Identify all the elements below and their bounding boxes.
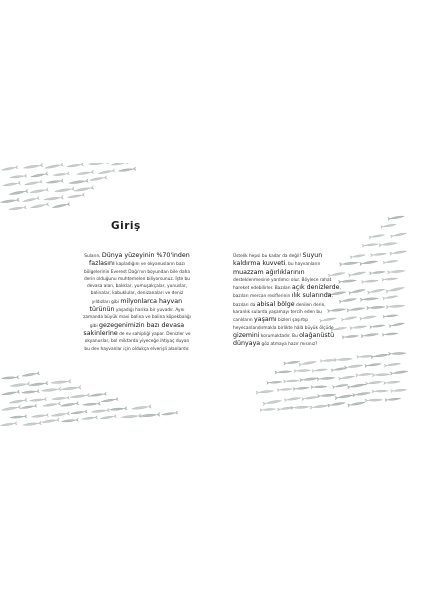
fish-icon (89, 176, 107, 182)
fish-icon (70, 393, 90, 399)
fish-icon (383, 380, 400, 385)
book-spread (0, 163, 424, 433)
fish-icon (347, 401, 365, 407)
fish-icon (365, 362, 382, 367)
fish-icon (369, 270, 385, 275)
fish-icon (101, 397, 118, 403)
fish-icon (98, 169, 115, 175)
fish-icon (83, 402, 101, 407)
fish-icon (386, 304, 405, 309)
fish-icon (51, 412, 70, 418)
fish-icon (52, 202, 70, 209)
fish-icon (371, 353, 389, 359)
fish-icon (317, 376, 335, 381)
fish-icon (52, 396, 70, 401)
fish-icon (121, 414, 141, 419)
fish-icon (30, 188, 49, 194)
fish-icon (359, 260, 377, 266)
fish-icon (390, 369, 408, 375)
fish-icon (367, 288, 385, 295)
fish-icon (350, 253, 366, 258)
emphasized-text: açık denizlerde (291, 284, 340, 292)
fish-icon (338, 375, 354, 381)
fish-icon (1, 375, 19, 380)
fish-icon (161, 411, 177, 416)
fish-icon (339, 261, 358, 266)
fish-icon (260, 408, 276, 412)
fish-icon (283, 379, 299, 383)
body-text: yaşadığı harika bir yuvadır. Aynı zamanda büyük mavi balina ve balina köpekbalığı gibi (83, 308, 191, 329)
fish-icon (387, 269, 405, 274)
fish-icon (300, 377, 319, 382)
fish-icon (310, 404, 329, 410)
right-paragraph (233, 252, 341, 349)
fish-icon (69, 179, 89, 185)
fish-icon (29, 398, 46, 403)
fish-icon (360, 297, 378, 302)
fish-icon (342, 334, 359, 339)
fish-icon (118, 167, 136, 173)
fish-icon (365, 380, 382, 385)
fish-icon (361, 332, 379, 338)
fish-icon (317, 393, 336, 398)
fish-icon (391, 388, 407, 392)
fish-icon (10, 174, 27, 179)
fish-icon (22, 196, 39, 203)
fish-icon (284, 360, 300, 365)
fish-icon (29, 381, 48, 387)
fish-icon (388, 215, 405, 221)
fish-icon (370, 324, 386, 329)
fish-icon (81, 416, 97, 421)
fish-icon (379, 241, 398, 247)
emphasized-text: Dünya yüzeyinin %70'inden fazlasını (89, 252, 190, 268)
fish-icon (74, 186, 94, 193)
fish-icon (328, 401, 346, 407)
fish-icon (41, 387, 61, 393)
body-text: bizleri şaşırtıp heyecanlandırmakla birlikte hâlâ büyük ölçüde (233, 318, 334, 331)
fish-icon (362, 279, 379, 284)
fish-icon (382, 277, 398, 281)
fish-icon (311, 385, 327, 389)
fish-icon (20, 404, 36, 410)
fish-icon (1, 405, 21, 412)
fish-icon (339, 297, 357, 303)
fish-icon (365, 398, 383, 402)
fish-icon (369, 233, 385, 238)
left-paragraph (83, 252, 191, 353)
fish-icon (100, 414, 117, 420)
fish-icon (360, 315, 377, 321)
fish-icon (390, 250, 407, 256)
fish-icon (293, 386, 309, 391)
fish-icon (53, 172, 70, 177)
emphasized-text: yaşamı (253, 316, 277, 324)
fish-icon (30, 172, 48, 179)
fish-icon (46, 179, 63, 184)
fish-icon (22, 389, 40, 394)
fish-icon (140, 413, 160, 419)
body-text: , bu hayvanların (285, 262, 321, 268)
fish-icon (41, 418, 59, 424)
fish-icon (356, 372, 373, 377)
fish-icon (385, 397, 401, 402)
fish-icon (66, 163, 83, 168)
fish-icon (312, 368, 328, 373)
fish-icon (44, 163, 63, 170)
fish-icon (348, 270, 366, 277)
fish-icon (275, 370, 292, 374)
fish-icon (1, 166, 18, 172)
body-text: denilen derin, karanlık sularda yaşamayı tercih eden bu canlıların (233, 302, 326, 324)
fish-icon (55, 187, 75, 194)
body-text: korumaktadır. Bu (259, 333, 300, 339)
fish-icon (1, 422, 17, 427)
fish-icon (302, 395, 319, 401)
fish-icon (383, 295, 399, 300)
fish-icon (23, 163, 43, 170)
fish-icon (9, 398, 27, 404)
emphasized-text: gizemini (233, 331, 260, 339)
fish-icon (23, 421, 42, 427)
fish-icon (384, 362, 401, 367)
fish-icon (256, 389, 274, 394)
emphasized-text: olağanüstü dünyaya (233, 331, 335, 348)
fish-icon (370, 252, 386, 257)
fish-school-illustration (0, 163, 424, 433)
fish-icon (109, 407, 127, 412)
fish-icon (42, 402, 60, 408)
fish-icon (0, 198, 19, 204)
fish-icon (299, 360, 317, 366)
fish-icon (111, 163, 128, 166)
fish-icon (388, 352, 406, 356)
body-text: de ev sahipliği yapar. Denizler ve okyanuslar, bol miktarda yiyeceğe ihtiyaç duyan bu dev hayvanlar için oldukça elverişli alanlardır. (84, 331, 191, 352)
fish-icon (383, 259, 398, 264)
fish-icon (44, 195, 64, 201)
fish-icon (383, 314, 398, 318)
fish-icon (350, 325, 367, 330)
fish-icon (24, 180, 42, 187)
fish-icon (31, 413, 48, 418)
body-text: göz atmaya hazır mısınız? (260, 342, 318, 348)
right-column-text (233, 252, 341, 349)
fish-icon (61, 385, 81, 391)
fish-icon (332, 383, 348, 389)
fish-icon (389, 322, 405, 328)
emphasized-text: ılık sularında (291, 292, 332, 300)
fish-icon (3, 181, 21, 187)
fish-icon (390, 232, 407, 238)
fish-icon (10, 415, 27, 419)
fish-icon (30, 202, 49, 209)
fish-icon (60, 402, 78, 408)
fish-icon (338, 279, 356, 284)
fish-icon (267, 380, 283, 384)
emphasized-text: Suyun kaldırma kuvveti (233, 252, 323, 268)
fish-icon (22, 371, 40, 377)
fish-icon (10, 382, 30, 388)
body-text: desteklenmesine yardımcı olur. Böylece rahat hareket edebilirler. Bazıları (233, 277, 332, 292)
body-text: , bazıları mercan resiflerinin (233, 286, 341, 300)
fish-icon (362, 243, 378, 248)
fish-icon (294, 369, 311, 373)
fish-icon (61, 418, 78, 423)
fish-icon (277, 388, 292, 392)
fish-icon (91, 408, 109, 413)
fish-icon (353, 391, 371, 397)
fish-icon (381, 223, 397, 228)
fish-icon (89, 392, 106, 397)
emphasized-text: gezegenimizin bazı devasa sakinlerine (83, 321, 185, 337)
fish-icon (372, 373, 390, 377)
fish-icon (335, 393, 354, 399)
fish-icon (88, 163, 108, 166)
emphasized-text: abisal bölge (256, 300, 295, 308)
fish-icon (334, 357, 352, 362)
fish-icon (9, 189, 28, 196)
fish-icon (51, 379, 71, 384)
fish-icon (263, 399, 282, 406)
fish-icon (320, 358, 336, 362)
left-column-text (83, 252, 191, 353)
fish-icon (372, 389, 388, 393)
fish-icon (67, 193, 84, 199)
fish-icon (367, 305, 386, 310)
emphasized-text: milyonlarca hayvan türünün (89, 297, 183, 314)
fish-icon (347, 382, 366, 389)
fish-icon (382, 332, 398, 337)
fish-icon (9, 206, 26, 211)
fish-icon (347, 306, 365, 312)
body-text: , bazıları da (233, 294, 333, 308)
fish-icon (284, 396, 301, 402)
fish-icon (2, 390, 20, 396)
fish-icon (386, 286, 405, 293)
body-text: kapladığını ve okyanusların bazı bölgelerinin Everest Dağı'nın boyundan bile daha derin olduğunu muhtemelen biliyorsunuz. İşte bu devasa alan, balıklar, yumuşakçalar, yunuslar, balinalar, kabuklular, denizanaları ve deniz yıldızları gibi (84, 262, 190, 305)
page-title: Giriş (111, 220, 141, 232)
body-text: Üstelik hepsi bu kadar da değil! (233, 254, 303, 259)
emphasized-text: muazzam ağırlıklarının (233, 268, 305, 276)
fish-icon (76, 170, 93, 176)
fish-icon (341, 315, 357, 321)
fish-icon (348, 288, 365, 295)
fish-icon (132, 405, 152, 411)
fish-icon (344, 363, 363, 369)
body-text: Suların, (84, 254, 102, 259)
fish-icon (70, 410, 87, 415)
